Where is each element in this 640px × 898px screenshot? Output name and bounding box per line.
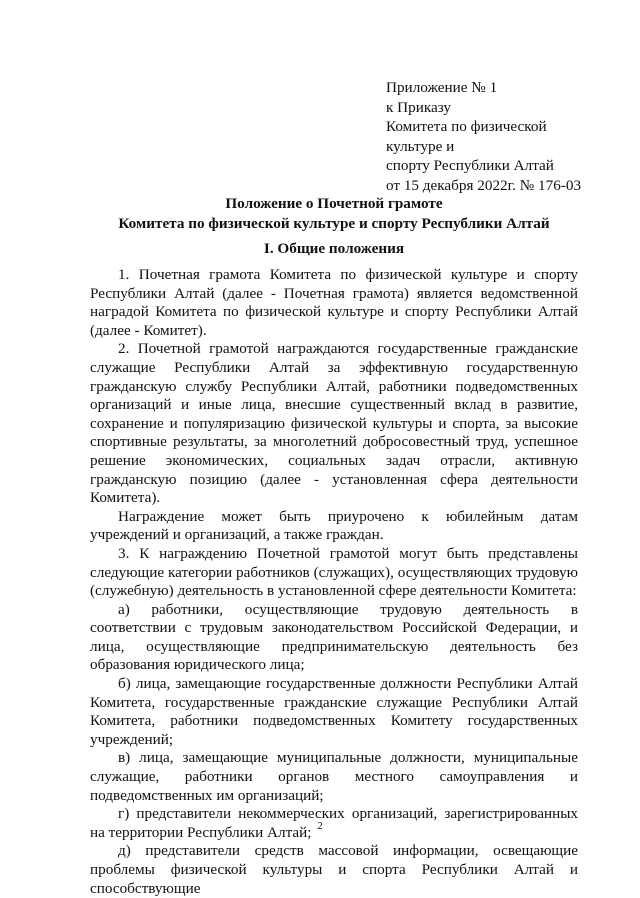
- paragraph: г) представители некоммерческих организаций, зарегистрированных на территории Республики Алтай;: [90, 805, 578, 841]
- appendix-line: спорту Республики Алтай: [386, 157, 554, 175]
- paragraph: б) лица, замещающие государственные должности Республики Алтай Комитета, государственные гражданские служащие Республики Алтай Комитета, работники подведомственных Комитету государственных учреждений;: [90, 675, 578, 748]
- document-subtitle: Комитета по физической культуре и спорту Республики Алтай: [118, 215, 550, 232]
- paragraph: Награждение может быть приурочено к юбилейным датам учреждений и организаций, а также граждан.: [90, 507, 578, 544]
- appendix-line: Приложение № 1: [386, 79, 498, 96]
- paragraph: 1. Почетная грамота Комитета по физической культуре и спорту Республики Алтай (далее - Почетная грамота) является ведомственной наградой Комитета по физической культуре и спорту Республики Алтай (далее - Комитет).: [90, 266, 578, 339]
- appendix-line: культуре и: [386, 137, 455, 155]
- paragraph: в) лица, замещающие муниципальные должности, муниципальные служащие, работники органов местного самоуправления и подведомственных им организаций;: [90, 749, 578, 804]
- document-title: Положение о Почетной грамоте: [225, 195, 443, 212]
- section-heading: I. Общие положения: [263, 240, 405, 257]
- appendix-block: [386, 78, 606, 196]
- document-body: [90, 266, 578, 898]
- paragraph: 2. Почетной грамотой награждаются государственные гражданские служащие Республики Алтай за эффективную государственную гражданскую службу Республики Алтай, работники подведомственных организаций и иные лица, внесшие существенный вклад в развитие, сохранение и популяризацию физической культуры и спорта, за высокие спортивные результаты, за многолетний добросовестный труд, успешное решение экономических, социальных задач отрасли, активную гражданскую позицию (далее - установленная сфера деятельности Комитета).: [90, 340, 578, 507]
- appendix-line: к Приказу: [386, 98, 452, 116]
- page-number: 2: [317, 820, 323, 832]
- paragraph: д) представители средств массовой информации, освещающие проблемы физической культуры и спорта Республики Алтай и способствующие: [90, 842, 578, 897]
- appendix-line: Комитета по физической: [386, 118, 547, 136]
- paragraph: а) работники, осуществляющие трудовую деятельность в соответствии с трудовым законодательством Российской Федерации, и лица, осуществляющие предпринимательскую деятельность без образования юридического лица;: [90, 600, 578, 674]
- paragraph: 3. К награждению Почетной грамотой могут быть представлены следующие категории работников (служащих), осуществляющих трудовую (служебную) деятельность в установленной сфере деятельности Комитета:: [90, 544, 578, 600]
- appendix-line: от 15 декабря 2022г. № 176-03: [386, 176, 582, 194]
